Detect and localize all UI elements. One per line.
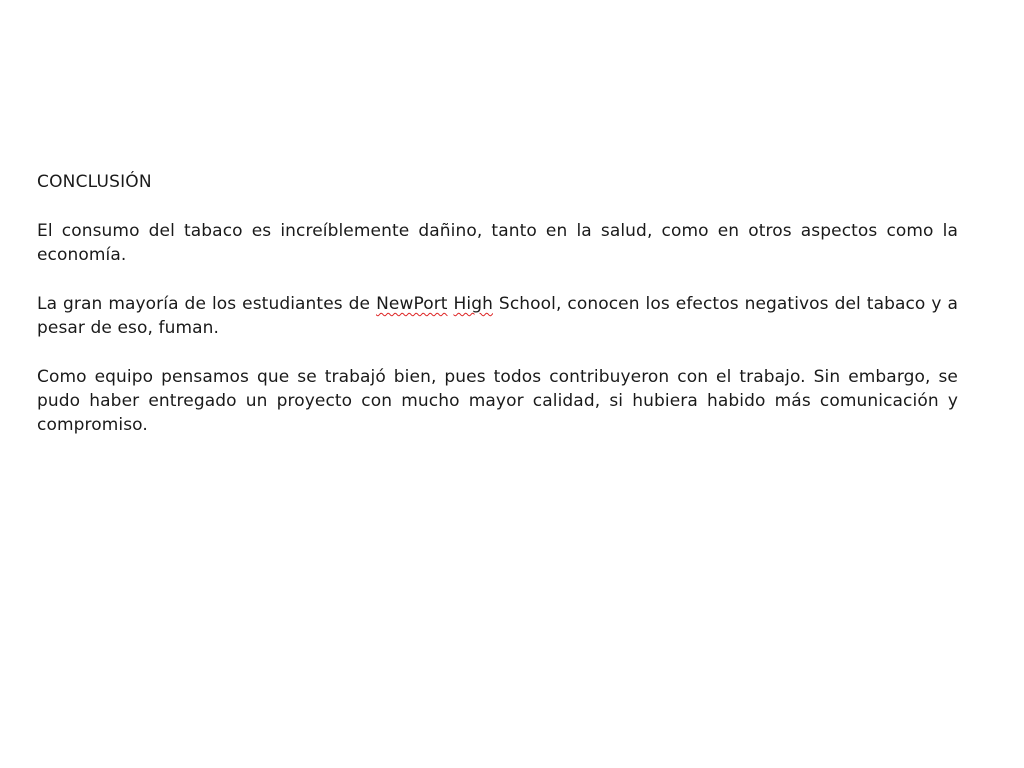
misspelled-word-newport[interactable]: NewPort [376,294,448,314]
paragraph-2 [37,292,958,340]
paragraph-1: El consumo del tabaco es increíblemente dañino, tanto en la salud, como en otros aspectos como la economía. [37,221,958,265]
conclusion-heading: CONCLUSIÓN [37,172,152,192]
paragraph-2-text-start: La gran mayoría de los estudiantes de [37,294,377,314]
document-body[interactable] [37,170,958,462]
paragraph-3: Como equipo pensamos que se trabajó bien, pues todos contribuyeron con el trabajo. Sin embargo, se pudo haber entregado un proyecto con mucho mayor calidad, si hubiera habido más comunicación y compromiso. [37,367,958,435]
paragraph-2-text-end: School, conocen los efectos negativos del tabaco y a pesar de eso, fuman. [37,294,959,338]
misspelled-word-high[interactable]: High [453,294,493,314]
